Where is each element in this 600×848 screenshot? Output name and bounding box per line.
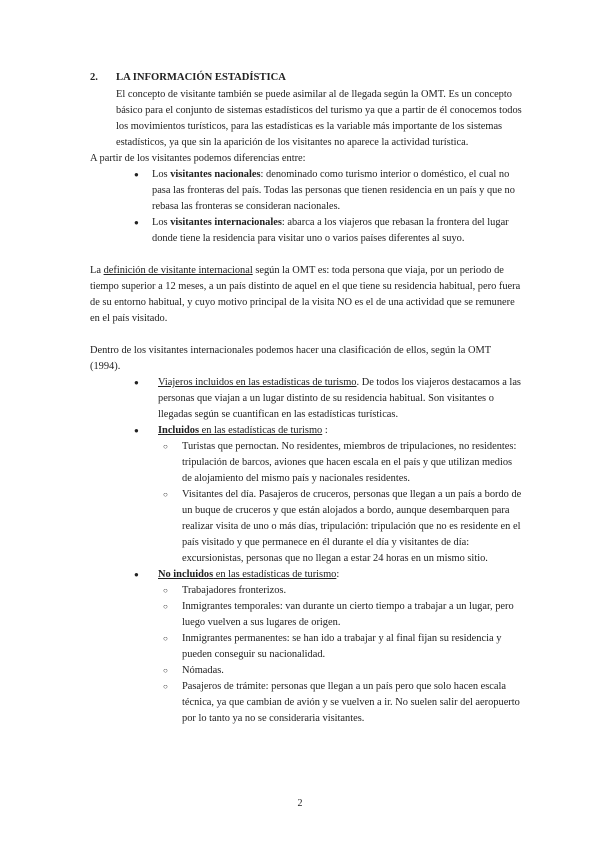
list-item: ● No incluidos en las estadísticas de turismo: ○ Trabajadores fronterizos. ○ Inmigrantes temporales: van durante un cierto tiempo a trabajar a un lugar, pero luego vuelven a sus lugares de origen. ○ Inmigrantes permanentes: se han ido a trabajar y al final fijan su residencia y pueden conseguir su nacionalidad. ○ Nómadas. ○ Pasajeros de trámite: personas que llegan a un país pero que solo hacen escala técnica, ya que cambian de avión y se vuelven a ir. No suelen salir del aeropuerto por lo tanto ya no se consideraria visitantes. bbox=[90, 567, 522, 727]
list-item: ○ Inmigrantes temporales: van durante un cierto tiempo a trabajar a un lugar, pero luego vuelven a sus lugares de origen. bbox=[158, 599, 522, 631]
term-international: visitantes internacionales bbox=[170, 217, 282, 228]
definition-paragraph: La definición de visitante internacional según la OMT es: toda persona que viaja, por un periodo de tiempo superior a 12 meses, a un país distinto de aquel en el que tiene su residencia habitual, pero fuera de su entorno habitual, y cuyo motivo principal de la visita NO es el de una actividad que se remunere en el país visitado. bbox=[90, 265, 521, 324]
page-content bbox=[90, 70, 522, 727]
list-item: ● Viajeros incluidos en las estadísticas de turismo. De todos los viajeros destacamos a las personas que viajan a un lugar distinto de su residencia habitual. Son visitantes o llegadas según se cuantifican en las estadísticas turísticas. bbox=[90, 375, 522, 423]
classification-intro: Dentro de los visitantes internacionales podemos hacer una clasificación de ellos, según la OMT (1994). bbox=[90, 345, 491, 372]
term-national: visitantes nacionales bbox=[170, 169, 261, 180]
visitor-types-list bbox=[90, 167, 522, 247]
list-item: ○ Trabajadores fronterizos. bbox=[158, 583, 522, 599]
list-item: ● Los visitantes internacionales: abarca a los viajeros que rebasan la frontera del lugar donde tiene la residencia para visitar uno o varios países diferentes al suyo. bbox=[90, 215, 522, 247]
list-item: ○ Inmigrantes permanentes: se han ido a trabajar y al final fijan su residencia y pueden conseguir su nacionalidad. bbox=[158, 631, 522, 663]
list-item: ○ Turistas que pernoctan. No residentes, miembros de tripulaciones, no residentes: tripulación de barcos, aviones que hacen escala en el país y que utilizan medios de alojamiento del mismo país y nacionales residentes. bbox=[158, 439, 522, 487]
definition-term: definición de visitante internacional bbox=[103, 265, 253, 276]
list-item: ● Los visitantes nacionales: denominado como turismo interior o doméstico, el cual no pasa las fronteras del país. Todas las personas que tienen residencia en un país y que no rebasa las fronteras se consideran nacionales. bbox=[90, 167, 522, 215]
included-travellers-term: Viajeros incluidos en las estadísticas de turismo bbox=[158, 377, 357, 388]
not-included-term: No incluidos bbox=[158, 569, 214, 580]
section-body bbox=[90, 87, 522, 151]
intro-paragraph: El concepto de visitante también se puede asimilar al de llegada según la OMT. Es un concepto básico para el conjunto de sistemas estadísticos del turismo ya que a partir de él conocemos todos los movimientos turísticos, para las estadísticas es la variable más importante de los sistemas estadísticos, ya que sin la aparición de los visitantes no aparece la actividad turística. bbox=[116, 89, 522, 148]
list-item: ○ Pasajeros de trámite: personas que llegan a un país pero que solo hacen escala técnica, ya que cambian de avión y se vuelven a ir. No suelen salir del aeropuerto por lo tanto ya no se consideraria visitantes. bbox=[158, 679, 522, 727]
section-number: 2. bbox=[90, 72, 98, 83]
included-term: Incluidos bbox=[158, 425, 200, 436]
section-title: LA INFORMACIÓN ESTADÍSTICA bbox=[116, 72, 286, 83]
page-number: 2 bbox=[297, 798, 303, 809]
not-included-sublist bbox=[158, 583, 522, 727]
classification-list bbox=[90, 375, 522, 727]
list-item: ○ Visitantes del día. Pasajeros de cruceros, personas que llegan a un país a bordo de un buque de cruceros y que están alojados a bordo, aunque desembarquen para realizar visita de uno o más días, tripulación: tripulación que no es residente en el país visitado y que permanece en él durante el día y visitantes de día: excursionistas, personas que no llegan a estar 24 horas en un mismo sitio. bbox=[158, 487, 522, 567]
list-item: ● Incluidos en las estadísticas de turismo : ○ Turistas que pernoctan. No residentes, miembros de tripulaciones, no residentes: tripulación de barcos, aviones que hacen escala en el país y que utilizan medios de alojamiento del mismo país y nacionales residentes. ○ Visitantes del día. Pasajeros de cruceros, personas que llegan a un país a bordo de un buque de cruceros y que están alojados a bordo, aunque desembarquen para realizar visita de uno o más días, tripulación: tripulación que no es residente en el país visitado y que permanece en él durante el día y visitantes de día: excursionistas, personas que no llegan a estar 24 horas en un mismo sitio. bbox=[90, 423, 522, 567]
section-heading bbox=[90, 70, 522, 86]
list-item: ○ Nómadas. bbox=[158, 663, 522, 679]
included-sublist bbox=[158, 439, 522, 567]
types-intro: A partir de los visitantes podemos diferencias entre: bbox=[90, 153, 306, 164]
